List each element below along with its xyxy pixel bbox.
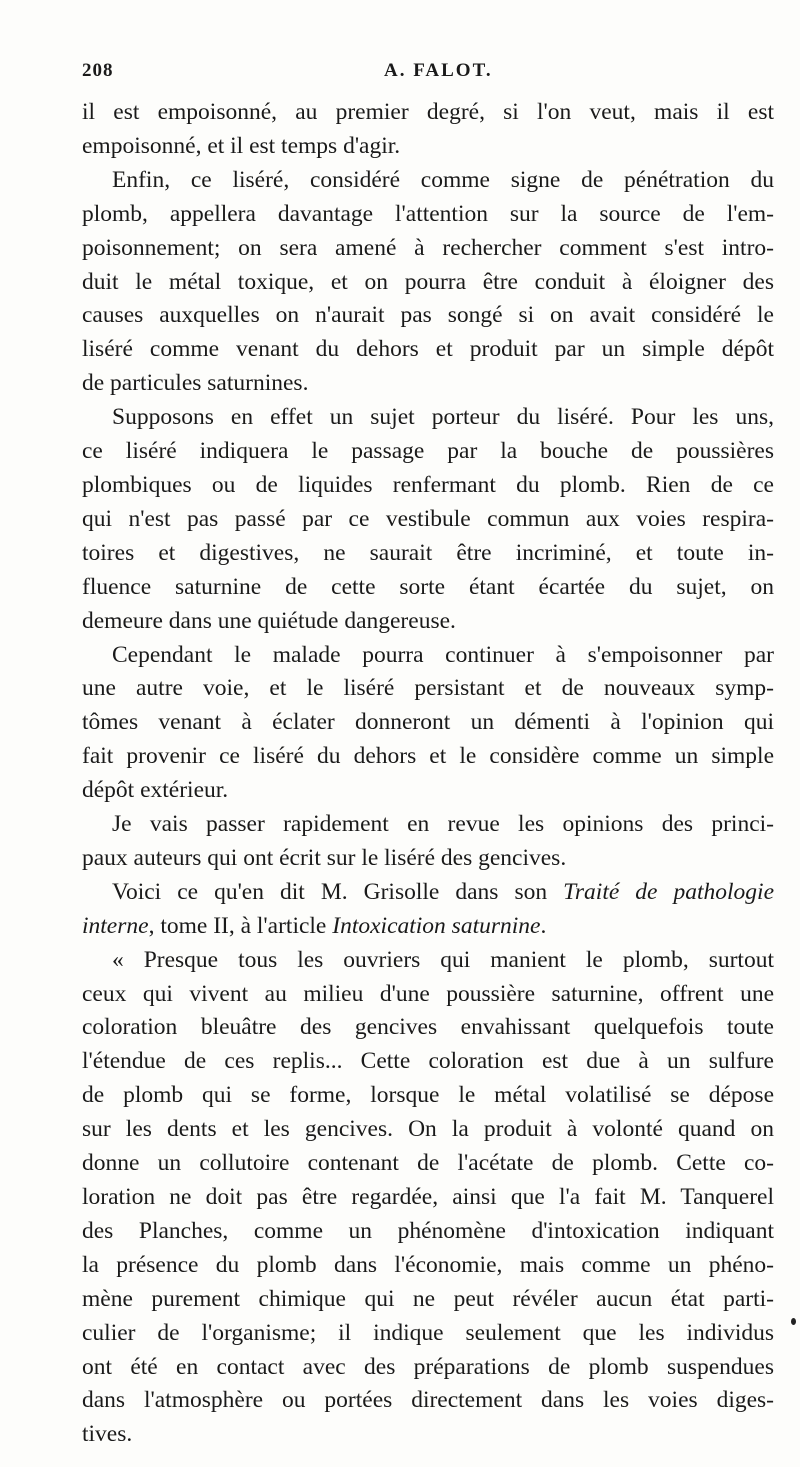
text-line: sur les dents et les gencives. On la produit à volonté quand on (82, 1116, 774, 1143)
text-line: Supposons en effet un sujet porteur du liséré. Pour les uns, (112, 404, 774, 431)
text-line: demeure dans une quiétude dangereuse. (82, 607, 456, 634)
text-segment: Voici ce qu'en dit M. Grisolle dans son (112, 878, 548, 905)
article-title-italic: Intoxication saturnine (332, 912, 541, 939)
text-line: plomb, appellera davantage l'attention sur la source de l'em- (82, 200, 774, 227)
text-line: mène purement chimique qui ne peut révéler aucun état parti- (82, 1285, 774, 1312)
text-line: l'étendue de ces replis... Cette coloration est due à un sulfure (82, 1048, 774, 1075)
text-line: fait provenir ce liséré du dehors et le considère comme un simple (82, 743, 774, 770)
text-line: Cependant le malade pourra continuer à s'empoisonner par (112, 641, 774, 668)
text-line: tives. (82, 1421, 133, 1448)
page-number: 208 (82, 60, 114, 81)
text-line: ont été en contact avec des préparations de plomb suspendues (82, 1353, 774, 1380)
running-head: A. FALOT. (384, 60, 493, 81)
text-line: ceux qui vivent au milieu d'une poussière saturnine, offrent une (82, 980, 774, 1007)
text-line: qui n'est pas passé par ce vestibule commun aux voies respira- (82, 505, 774, 532)
text-line: coloration bleuâtre des gencives envahissant quelquefois toute (82, 1014, 774, 1041)
text-line: « Presque tous les ouvriers qui manient le plomb, surtout (112, 946, 774, 973)
text-line: Je vais passer rapidement en revue les opinions des princi- (112, 811, 774, 838)
text-line: de plomb qui se forme, lorsque le métal volatilisé se dépose (82, 1082, 774, 1109)
book-title-italic: interne (82, 912, 149, 939)
text-line: causes auxquelles on n'aurait pas songé si on avait considéré le (82, 302, 774, 329)
text-line: dans l'atmosphère ou portées directement dans les voies diges- (82, 1387, 774, 1414)
text-line: duit le métal toxique, et on pourra être conduit à éloigner des (82, 268, 774, 295)
text-line: empoisonné, et il est temps d'agir. (82, 132, 401, 159)
text-line: culier de l'organisme; il indique seulement que les individus (82, 1319, 774, 1346)
text-line: de particules saturnines. (82, 370, 309, 397)
body-text (82, 96, 774, 1452)
text-line: poisonnement; on sera amené à rechercher comment s'est intro- (82, 234, 774, 261)
book-title-italic: Traité de pathologie (563, 878, 775, 905)
text-line: paux auteurs qui ont écrit sur le liséré des gencives. (82, 844, 567, 871)
text-line: il est empoisonné, au premier degré, si l'on veut, mais il est (82, 99, 774, 125)
text-line: donne un collutoire contenant de l'acétate de plomb. Cette co- (82, 1150, 774, 1177)
text-line: tômes venant à éclater donneront un démenti à l'opinion qui (82, 709, 774, 736)
text-line: Enfin, ce liséré, considéré comme signe de pénétration du (112, 166, 774, 193)
text-line: une autre voie, et le liséré persistant et de nouveaux symp- (82, 675, 774, 702)
text-line: loration ne doit pas être regardée, ainsi que l'a fait M. Tanquerel (82, 1184, 774, 1210)
text-line: toires et digestives, ne saurait être incriminé, et toute in- (82, 539, 774, 566)
ink-speck (791, 1318, 796, 1325)
text-line (82, 910, 774, 944)
text-line: liséré comme venant du dehors et produit par un simple dépôt (82, 336, 774, 363)
text-segment: . (540, 912, 547, 939)
text-line: dépôt extérieur. (82, 777, 229, 804)
text-segment: , tome II, à l'article (148, 912, 327, 939)
text-line: ce liséré indiquera le passage par la bouche de poussières (82, 438, 774, 465)
text-line (82, 876, 774, 910)
text-line: la présence du plomb dans l'économie, mais comme un phéno- (82, 1251, 774, 1278)
text-line: fluence saturnine de cette sorte étant écartée du sujet, on (82, 573, 774, 600)
text-line: des Planches, comme un phénomène d'intoxication indiquant (82, 1217, 774, 1244)
page-header (82, 56, 742, 90)
text-line: plombiques ou de liquides renfermant du plomb. Rien de ce (82, 471, 774, 498)
